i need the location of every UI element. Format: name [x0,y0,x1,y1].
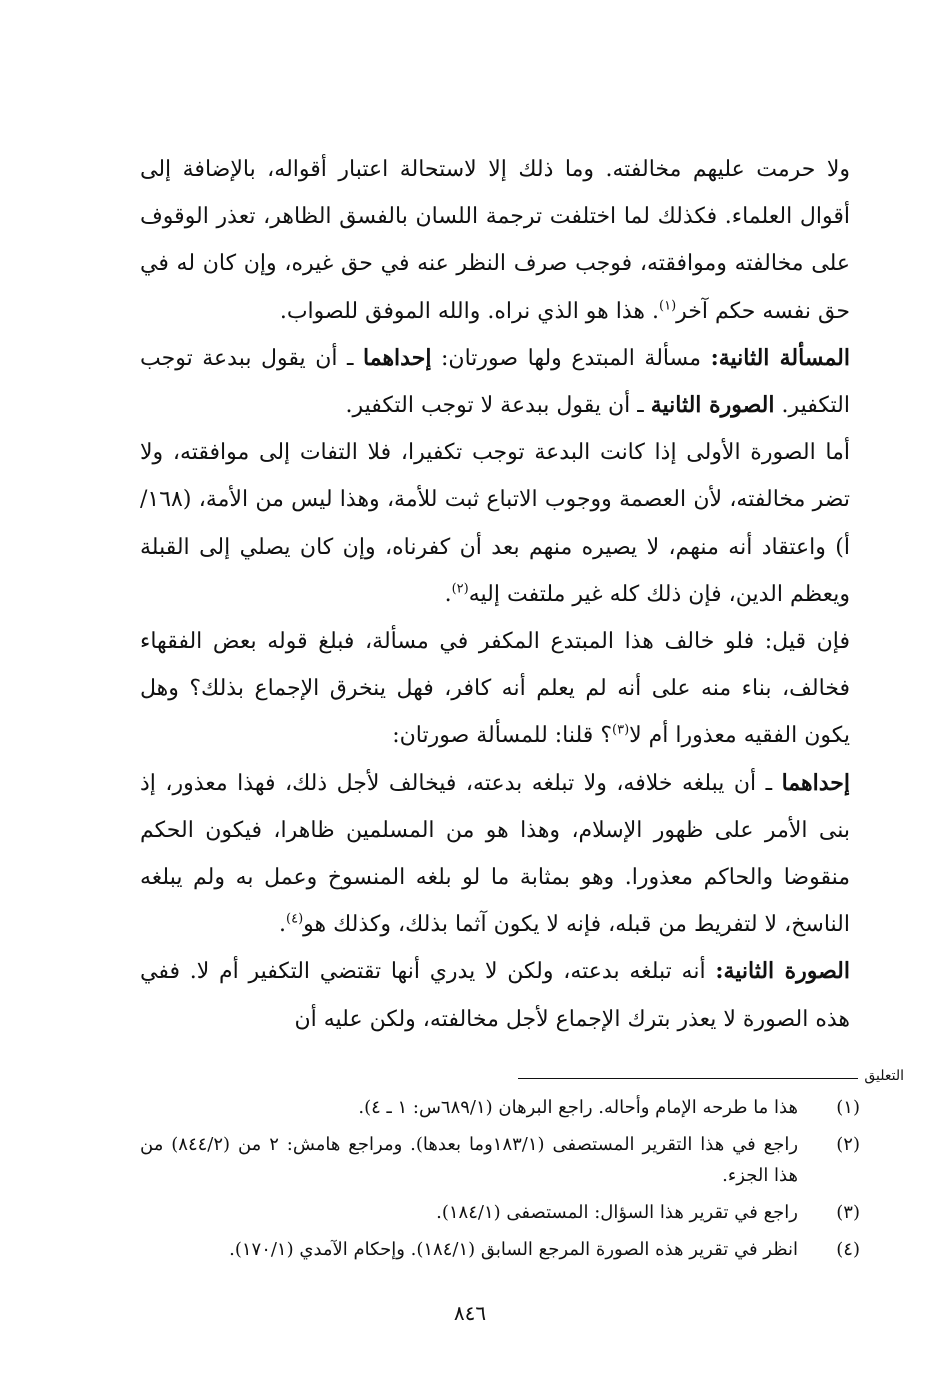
footnote-ref-2[interactable]: (٢) [451,581,469,597]
footnote-label: التعليق [864,1068,904,1084]
paragraph-text: أنه تبلغه بدعته، ولكن لا يدري أنها تقتضي التكفير أم لا. ففي هذه الصورة لا يعذر بترك الإجماع لأجل مخالفته، ولكن عليه أن [140,959,850,1032]
bold-term-first: إحداهما [781,769,850,796]
paragraph-4 [140,618,850,760]
paragraph-text-tail: . [444,581,452,607]
paragraph-text: ـ أن يبلغه خلافه، ولا تبلغه بدعته، فيخالف لأجل ذلك، فهذا معذور، إذ بنى الأمر على ظهور الإسلام، وهذا هو من المسلمين ظاهرا، فيكون الحكم منقوضا والحاكم معذورا. وهو بمثابة ما لو بلغه المنسوخ وعمل به ولم يبلغه الناسخ، لا لتفريط من قبله، فإنه لا يكون آثما بذلك، وكذلك هو [140,770,850,938]
section-heading-second-issue: المسألة الثانية: [710,344,850,371]
paragraph-3 [140,429,850,618]
footnote-text: راجع في هذا التقرير المستصفى (١٨٣/١وما بعدها). ومراجع هامش: ٢ من (٨٤٤/٢) من هذا الجزء. [140,1134,799,1186]
paragraph-text: ولا حرمت عليهم مخالفته. وما ذلك إلا لاستحالة اعتبار أقواله، بالإضافة إلى أقوال العلماء. فكذلك لما اختلفت ترجمة اللسان بالفسق الظاهر، تعذر الوقوف على مخالفته وموافقته، فوجب صرف النظر عنه في حق غيره، وإن كان له في حق نفسه حكم آخر [140,157,850,324]
footnote-number: (١) [836,1097,860,1118]
footnote-number: (٣) [836,1202,860,1223]
footnote-ref-3[interactable]: (٣) [612,723,630,739]
page-number: ٨٤٦ [453,1301,487,1325]
footnote-text: راجع في تقرير هذا السؤال: المستصفى (١٨٤/١). [436,1202,798,1223]
paragraph-text: أما الصورة الأولى إذا كانت البدعة توجب تكفيرا، فلا التفات إلى موافقته، ولا تضر مخالفته، لأن العصمة ووجوب الاتباع ثبت للأمة، وهذا ليس من الأمة، (١٦٨/أ) واعتقاد أنه منهم، لا يصيره منهم بعد أن كفرناه، وإن كان يصلي إلى القبلة ويعظم الدين، فإن ذلك كله غير ملتفت إليه [140,440,850,607]
footnote-ref-4[interactable]: (٤) [286,911,304,927]
bold-term-second-form: الصورة الثانية [650,392,775,419]
paragraph-text: فإن قيل: فلو خالف هذا المبتدع المكفر في مسألة، فبلغ قوله بعض الفقهاء فخالف، بناء منه على أنه لم يعلم أنه كافر، فهل ينخرق الإجماع بذلك؟ وهل يكون الفقيه معذورا أم لا [140,629,850,749]
footnote-text: هذا ما طرحه الإمام وأحاله. راجع البرهان (٦٨٩/١س: ١ ـ ٤). [358,1097,798,1118]
paragraph-6 [140,948,850,1042]
paragraph-text-tail: . هذا هو الذي نراه. والله الموفق للصواب. [279,298,660,324]
footnote-item [140,1129,860,1191]
footnote-text: انظر في تقرير هذه الصورة المرجع السابق (١٨٤/١). وإحكام الآمدي (١٧٠/١). [229,1239,798,1260]
bold-term-second-form: الصورة الثانية: [715,958,850,985]
paragraph-1 [140,146,850,335]
footnote-item [140,1234,860,1265]
footnote-separator [518,1066,904,1086]
paragraph-text: ـ أن يقول ببدعة توجب التكفير. [140,345,850,419]
paragraph-2 [140,335,850,429]
footnote-number: (٤) [836,1239,860,1260]
paragraph-5 [140,760,850,949]
footnote-item [140,1092,860,1123]
footnote-item [140,1197,860,1228]
bold-term-first: إحداهما [363,344,432,371]
paragraph-text-tail: ؟ قلنا: للمسألة صورتان: [392,723,612,749]
paragraph-text: مسألة المبتدع ولها صورتان: [431,345,711,371]
paragraph-text: ـ أن يقول ببدعة لا توجب التكفير. [345,393,651,419]
footnote-rule [518,1078,858,1079]
main-text [140,146,850,1043]
footnote-ref-1[interactable]: (١) [659,298,677,314]
paragraph-text-tail: . [279,912,286,938]
footnote-number: (٢) [836,1134,860,1155]
footnotes-list [140,1092,860,1271]
